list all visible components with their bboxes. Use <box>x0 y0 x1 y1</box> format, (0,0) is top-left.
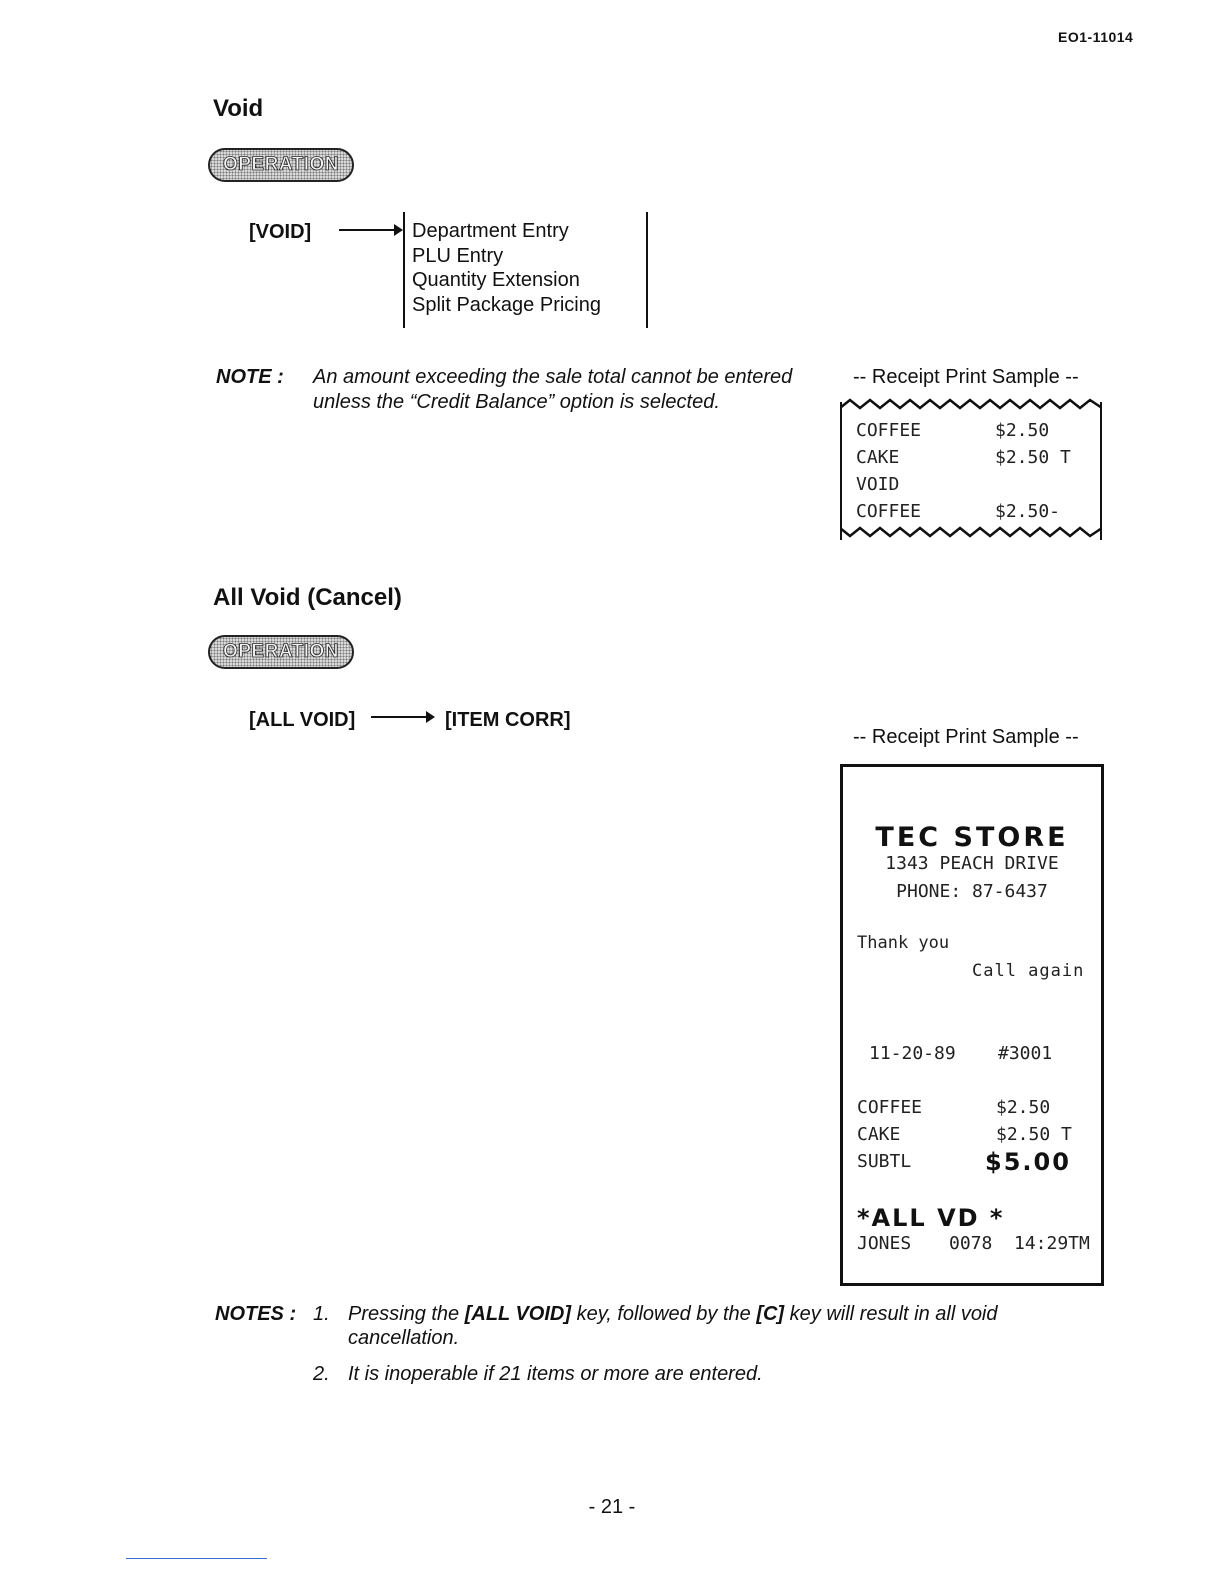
clerk-name: JONES <box>857 1233 912 1254</box>
right-bracket <box>646 212 648 328</box>
note-label: NOTE : <box>216 366 284 388</box>
item-corr-key: [ITEM CORR] <box>445 709 571 731</box>
receipt-amount: $2.50 T <box>996 1124 1072 1145</box>
arrow-icon <box>339 229 401 231</box>
call-again-text: Call again <box>972 961 1085 981</box>
note-2-text: It is inoperable if 21 items or more are entered. <box>348 1363 763 1385</box>
note-line-2: unless the “Credit Balance” option is selected. <box>313 391 720 413</box>
subtotal-value: $5.00 <box>985 1148 1071 1176</box>
note-1-number: 1. <box>313 1303 330 1325</box>
operation-badge <box>208 635 354 669</box>
receipt-date: 11-20-89 <box>869 1043 956 1064</box>
receipt-item: CAKE <box>856 447 900 468</box>
void-key: [VOID] <box>249 221 312 243</box>
receipt-amount: $2.50 <box>996 1097 1051 1118</box>
note-1-continuation: cancellation. <box>348 1327 460 1349</box>
note-line-1: An amount exceeding the sale total cannot be entered <box>313 366 793 388</box>
operation-label: OPERATION <box>222 154 340 175</box>
all-void-heading: All Void (Cancel) <box>213 584 402 611</box>
clerk-number: 0078 <box>949 1233 993 1254</box>
receipt-item: COFFEE <box>856 501 922 522</box>
receipt-amount: $2.50- <box>995 501 1061 522</box>
notes-label: NOTES : <box>215 1303 297 1325</box>
receipt-item: COFFEE <box>856 420 922 441</box>
receipt-item: VOID <box>856 474 900 495</box>
void-heading: Void <box>213 95 264 122</box>
void-entry-list <box>412 219 601 317</box>
all-void-key-ref: [ALL VOID] <box>464 1303 572 1325</box>
note-2-number: 2. <box>313 1363 330 1385</box>
document-id: EO1-11014 <box>1058 29 1134 45</box>
store-phone: PHONE: 87-6437 <box>896 881 1048 902</box>
left-bracket <box>403 212 405 328</box>
c-key-ref: [C] <box>756 1303 785 1325</box>
receipt-amount: $2.50 T <box>995 447 1071 468</box>
operation-label: OPERATION <box>222 641 340 662</box>
receipt-number: #3001 <box>998 1043 1053 1064</box>
page-number: - 21 - <box>588 1496 636 1518</box>
receipt-amount: $2.50 <box>995 420 1050 441</box>
subtotal-label: SUBTL <box>857 1151 912 1172</box>
receipt-sample-title: -- Receipt Print Sample -- <box>853 726 1079 748</box>
receipt-sample-all-void <box>840 764 1104 1286</box>
list-item: Split Package Pricing <box>412 293 601 316</box>
operation-badge <box>208 148 354 182</box>
all-void-marker: *ALL VD * <box>857 1204 1005 1232</box>
store-address: 1343 PEACH DRIVE <box>885 853 1059 874</box>
thank-you-text: Thank you <box>857 933 950 953</box>
receipt-item: CAKE <box>857 1124 901 1145</box>
note-1-text: Pressing the [ALL VOID] key, followed by the [C] key will result in all void <box>348 1303 998 1325</box>
store-name: TEC STORE <box>875 822 1069 853</box>
all-void-key: [ALL VOID] <box>249 709 356 731</box>
receipt-sample-title: -- Receipt Print Sample -- <box>853 366 1079 388</box>
arrow-icon <box>371 716 433 718</box>
list-item: Quantity Extension <box>412 269 580 291</box>
receipt-time: 14:29TM <box>1014 1233 1090 1254</box>
list-item: PLU Entry <box>412 244 504 267</box>
torn-edge-bottom <box>840 526 1102 540</box>
list-item: Department Entry <box>412 220 569 242</box>
torn-edge-top <box>840 396 1102 410</box>
footer-divider <box>126 1558 267 1559</box>
receipt-sample-void <box>840 402 1102 540</box>
receipt-item: COFFEE <box>857 1097 923 1118</box>
